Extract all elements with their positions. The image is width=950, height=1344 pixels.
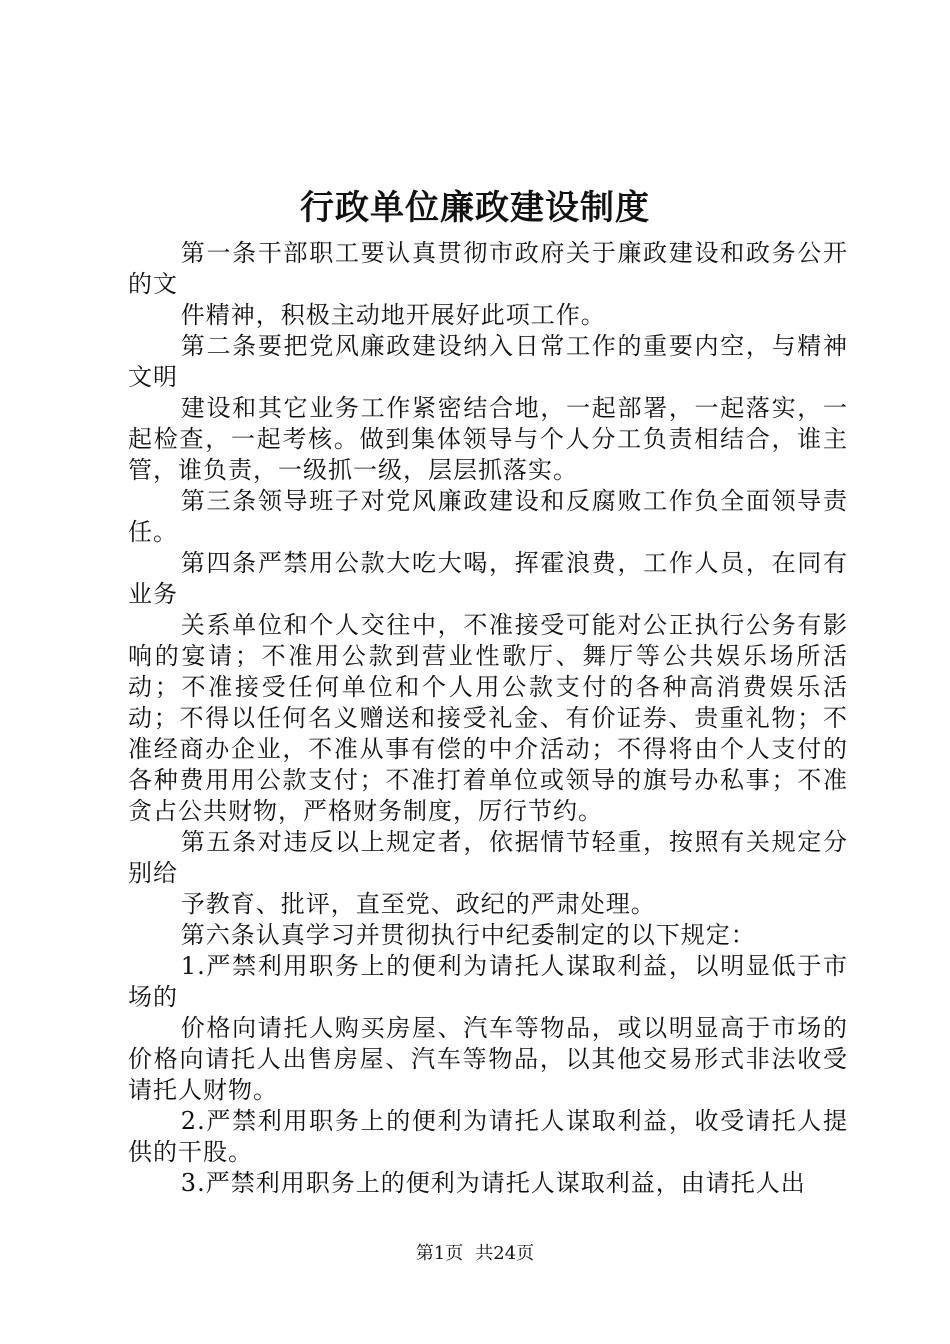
paragraph: 第四条严禁用公款大吃大喝，挥霍浪费，工作人员，在同有业务 [128,549,848,608]
paragraph: 3.严禁利用职务上的便利为请托人谋取利益，由请托人出 [180,1169,806,1197]
paragraph: 予教育、批评，直至党、政纪的严肃处理。 [180,890,656,918]
paragraph: 1.严禁利用职务上的便利为请托人谋取利益，以明显低于市场的 [128,952,848,1011]
paragraph: 第六条认真学习并贯彻执行中纪委制定的以下规定： [180,921,756,949]
page-total: 共24页 [475,1243,535,1264]
paragraph: 建设和其它业务工作紧密结合地，一起部署，一起落实，一起检查，一起考核。做到集体领导与个人分工负责相结合，谁主管，谁负责，一级抓一级，层层抓落实。 [128,394,848,484]
paragraph: 2.严禁利用职务上的便利为请托人谋取利益，收受请托人提供的干股。 [128,1107,848,1166]
paragraph: 第三条领导班子对党风廉政建设和反腐败工作负全面领导责任。 [128,487,848,546]
document-body [128,238,848,1199]
paragraph: 第一条干部职工要认真贯彻市政府关于廉政建设和政务公开的文 [128,239,848,298]
document-title: 行政单位廉政建设制度 [300,188,650,228]
paragraph: 件精神，积极主动地开展好此项工作。 [180,301,606,329]
paragraph: 价格向请托人购买房屋、汽车等物品，或以明显高于市场的价格向请托人出售房屋、汽车等物品，以其他交易形式非法收受请托人财物。 [128,1014,848,1104]
page-number: 第1页 [415,1243,464,1264]
paragraph: 第二条要把党风廉政建设纳入日常工作的重要内空，与精神文明 [128,332,848,391]
paragraph: 关系单位和个人交往中，不准接受可能对公正执行公务有影响的宴请；不准用公款到营业性歌厅、舞厅等公共娱乐场所活动；不准接受任何单位和个人用公款支付的各种高消费娱乐活动；不得以任何名义赠送和接受礼金、有价证券、贵重礼物；不准经商办企业，不准从事有偿的中介活动；不得将由个人支付的各种费用用公款支付；不准打着单位或领导的旗号办私事；不准贪占公共财物，严格财务制度，厉行节约。 [128,611,848,825]
page-footer [0,1242,950,1266]
paragraph: 第五条对违反以上规定者，依据情节轻重，按照有关规定分别给 [128,828,848,887]
